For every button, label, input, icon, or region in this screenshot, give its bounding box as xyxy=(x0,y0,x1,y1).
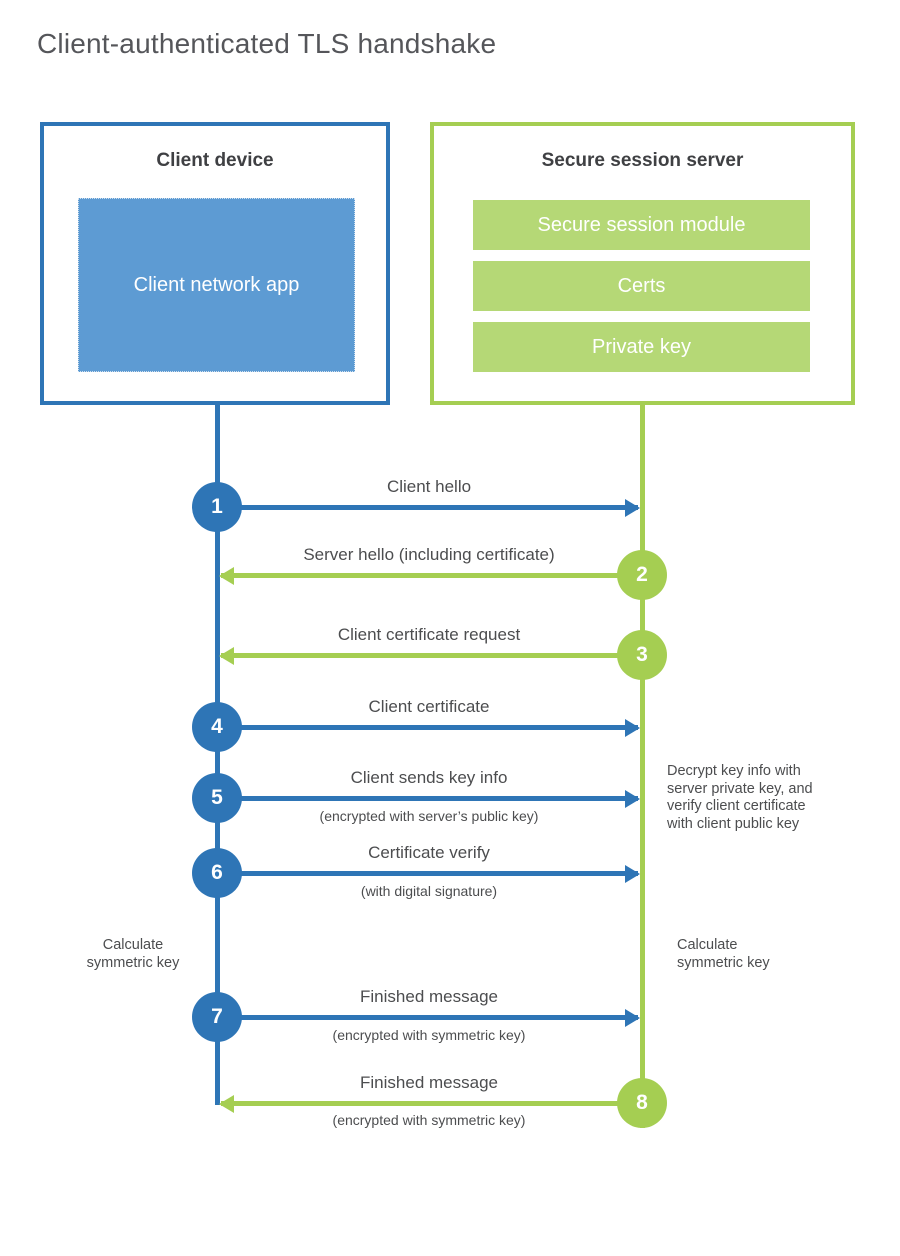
message-label-8: Finished message xyxy=(360,1073,498,1092)
arrow-server-hello xyxy=(221,573,619,578)
step-circle-3: 3 xyxy=(617,630,667,680)
note-calculate-symmetric-key-server: Calculate symmetric key xyxy=(677,937,770,971)
message-label-6: Certificate verify xyxy=(368,843,490,862)
message-label-1: Client hello xyxy=(386,477,472,496)
page-title: Client-authenticated TLS handshake xyxy=(37,28,497,59)
arrow-client-certificate xyxy=(240,725,638,730)
message-sublabel-7: (encrypted with symmetric key) xyxy=(332,1027,526,1043)
secure-session-server-title: Secure session server xyxy=(541,150,744,171)
arrow-client-certificate-request xyxy=(221,653,619,658)
server-module-private-key xyxy=(473,322,810,372)
message-label-7: Finished message xyxy=(360,987,498,1006)
client-network-app-box xyxy=(78,198,355,372)
message-label-3: Client certificate request xyxy=(337,625,521,644)
client-device-title: Client device xyxy=(156,150,274,171)
arrow-client-hello xyxy=(240,505,638,510)
server-module-label: Private key xyxy=(592,335,691,358)
step-circle-2: 2 xyxy=(617,550,667,600)
server-module-certs xyxy=(473,261,810,311)
step-circle-4: 4 xyxy=(192,702,242,752)
message-label-5: Client sends key info xyxy=(350,768,508,787)
message-sublabel-6: (with digital signature) xyxy=(360,883,498,899)
arrow-finished-message-server xyxy=(221,1101,619,1106)
message-label-4: Client certificate xyxy=(368,697,490,716)
client-network-app-label: Client network app xyxy=(133,274,300,296)
step-circle-1: 1 xyxy=(192,482,242,532)
message-label-2: Server hello (including certificate) xyxy=(303,545,555,564)
server-module-label: Secure session module xyxy=(537,213,746,236)
note-calculate-symmetric-key-client: Calculate symmetric key xyxy=(86,937,180,971)
message-sublabel-8: (encrypted with symmetric key) xyxy=(332,1112,526,1128)
server-module-label: Certs xyxy=(617,274,666,297)
note-decrypt-key-info: Decrypt key info with server private key, and verify client certificate with client public key xyxy=(667,763,813,832)
server-module-secure-session xyxy=(473,200,810,250)
step-circle-5: 5 xyxy=(192,773,242,823)
arrow-client-sends-key-info xyxy=(240,796,638,801)
arrow-certificate-verify xyxy=(240,871,638,876)
step-circle-7: 7 xyxy=(192,992,242,1042)
step-circle-8: 8 xyxy=(617,1078,667,1128)
step-circle-6: 6 xyxy=(192,848,242,898)
arrow-finished-message-client xyxy=(240,1015,638,1020)
message-sublabel-5: (encrypted with server’s public key) xyxy=(319,808,539,824)
server-lifeline xyxy=(640,405,645,1128)
